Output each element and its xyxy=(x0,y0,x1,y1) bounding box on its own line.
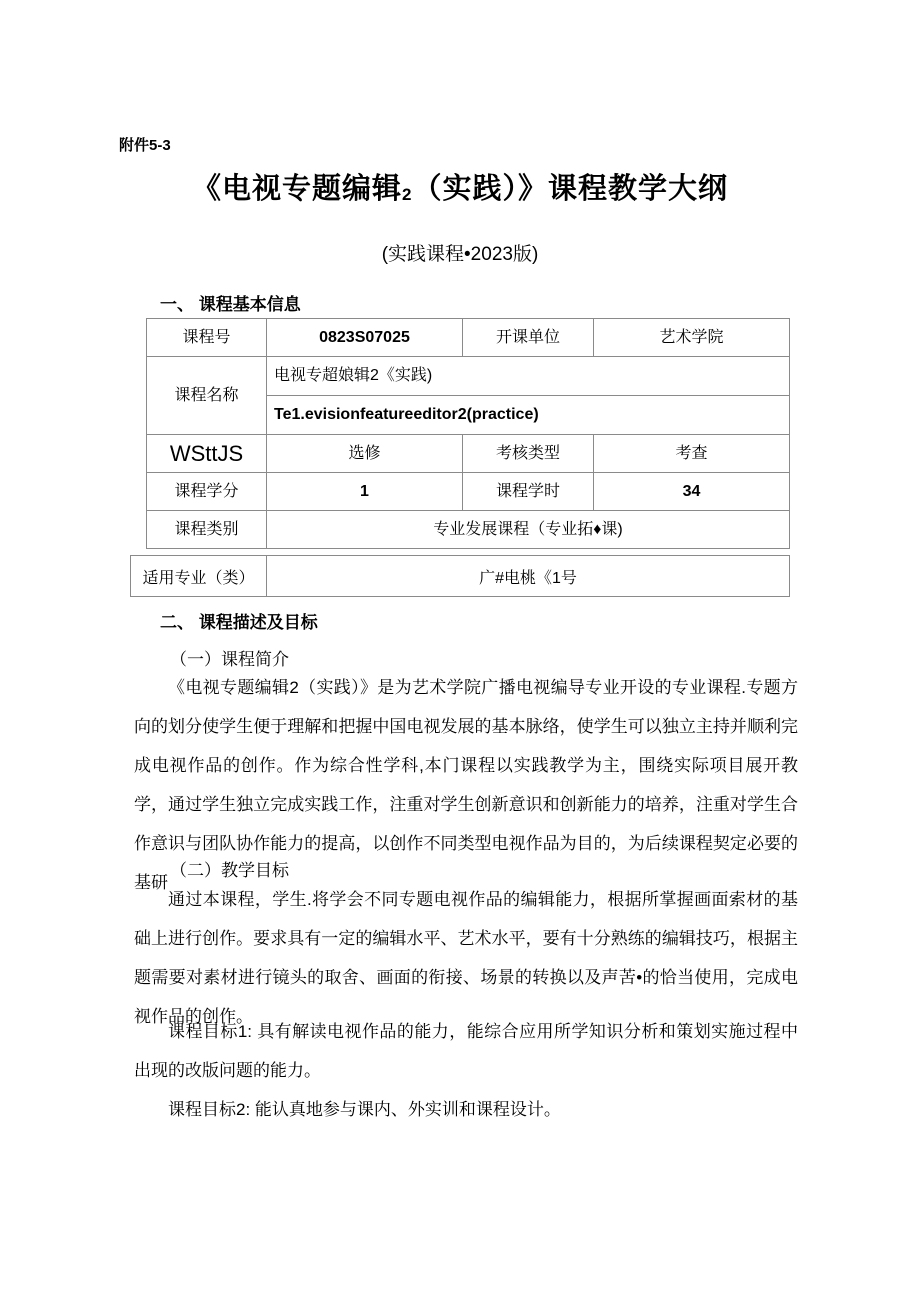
cell-credit-label: 课程学分 xyxy=(147,473,267,511)
cell-hours-value: 34 xyxy=(594,473,790,511)
table-row-course-number xyxy=(147,319,790,357)
table-row-applicable-major xyxy=(131,556,790,597)
cell-course-number-value: 0823S07025 xyxy=(267,319,463,357)
paragraph-objective-1: 课程目标1: 具有解读电视作品的能力，能综合应用所学知识分析和策划实施过程中出现的改版问题的能力。 xyxy=(134,1022,798,1080)
subsection-heading-teaching-goals: （二）教学目标 xyxy=(170,861,289,880)
course-basic-info-table xyxy=(146,318,790,549)
page-title xyxy=(0,166,920,207)
cell-course-number-label: 课程号 xyxy=(147,319,267,357)
subsection-heading-course-intro: （一）课程简介 xyxy=(170,650,289,669)
cell-department-value: 艺术学院 xyxy=(594,319,790,357)
table-row-category xyxy=(147,511,790,549)
page-title-subscript: 2 xyxy=(402,185,413,204)
table-row-course-name-cn xyxy=(147,357,790,396)
cell-course-nature-label: WSttJS xyxy=(147,435,267,473)
table-row-credits xyxy=(147,473,790,511)
cell-applicable-major-label: 适用专业（类） xyxy=(131,556,267,597)
table-row-course-nature xyxy=(147,435,790,473)
cell-course-nature-value: 选修 xyxy=(267,435,463,473)
page-subtitle: (实践课程•2023版) xyxy=(381,244,539,265)
page-title-prefix: 《电视专题编辑 xyxy=(192,173,403,205)
cell-exam-type-label: 考核类型 xyxy=(463,435,594,473)
section-heading-description-objectives: 二、 课程描述及目标 xyxy=(160,613,318,632)
cell-course-name-label: 课程名称 xyxy=(147,357,267,435)
section-heading-basic-info: 一、 课程基本信息 xyxy=(160,295,301,314)
cell-applicable-major-value: 广#电桃《1号 xyxy=(267,556,790,597)
document-reference-number: 附件5-3 xyxy=(119,137,171,154)
paragraph-teaching-goals: 通过本课程，学生.将学会不同专题电视作品的编辑能力，根据所掌握画面索材的基础上进行创作。要求具有一定的编辑水平、艺术水平，要有十分熟练的编辑技巧，根据主题需要对素材进行镜头的取舍、画面的衔接、场景的转换以及声苦•的恰当使用，完成电视作品的创作。 xyxy=(134,890,798,1026)
cell-category-value: 专业发展课程（专业拓♦课) xyxy=(267,511,790,549)
cell-credit-value: 1 xyxy=(267,473,463,511)
applicable-major-row-wrapper xyxy=(130,555,790,597)
paragraph-objective-2: 课程目标2: 能认真地参与课内、外实训和课程设计。 xyxy=(168,1100,561,1119)
cell-course-name-chinese: 电视专超娘辑2《实践) xyxy=(267,357,790,396)
paragraph-course-introduction: 《电视专题编辑2（实践）》是为艺术学院广播电视编导专业开设的专业课程.专题方向的划分使学生便于理解和把握中国电视发展的基本脉络，使学生可以独立主持并顺利完成电视作品的创作。作为综合性学科,本门课程以实践教学为主，围绕实际项目展开教学，通过学生独立完成实践工作，注重对学生创新意识和创新能力的培养，注重对学生合作意识与团队协作能力的提高，以创作不同类型电视作品为目的，为后续课程契定必要的基研 xyxy=(134,678,798,892)
applicable-major-table xyxy=(130,555,790,597)
cell-category-label: 课程类别 xyxy=(147,511,267,549)
cell-department-label: 开课单位 xyxy=(463,319,594,357)
cell-course-name-english: Te1.evisionfeatureeditor2(practice) xyxy=(267,396,790,435)
page-title-suffix: （实践）》课程教学大纲 xyxy=(412,173,728,205)
cell-exam-type-value: 考查 xyxy=(594,435,790,473)
cell-hours-label: 课程学时 xyxy=(463,473,594,511)
